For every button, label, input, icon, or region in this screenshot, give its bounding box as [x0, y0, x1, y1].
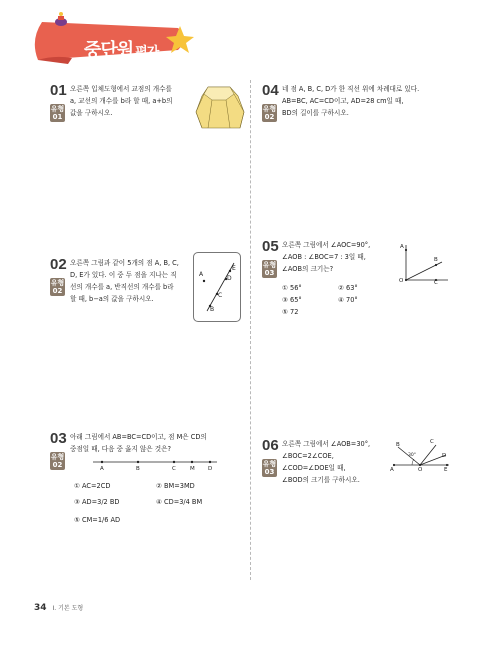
- problem-number: 06: [262, 437, 279, 454]
- problem-05: [262, 238, 487, 328]
- point-label-b: B: [434, 257, 438, 263]
- point-label-e: E: [444, 467, 448, 473]
- rocket-icon: [55, 12, 67, 26]
- problem-number: 04: [262, 82, 279, 99]
- point-label-a: A: [199, 271, 204, 278]
- choice-1[interactable]: ① AC=2CD: [74, 482, 111, 490]
- type-tag: 유형 03: [262, 261, 277, 277]
- point-label-c: C: [218, 292, 223, 299]
- answer-choices: [282, 284, 402, 324]
- problem-text: 네 점 A, B, C, D가 한 직선 위에 차례대로 있다. AB=BC, AC=CD이고, AD=28 cm일 때, BD의 길이를 구하시오.: [282, 85, 420, 117]
- problem-number: 03: [50, 430, 67, 447]
- type-tag: 유형 02: [50, 279, 65, 295]
- answer-choices: [74, 482, 249, 537]
- point-label-a: A: [400, 244, 404, 250]
- chapter-label: Ⅰ. 기본 도형: [52, 605, 84, 612]
- angle-label: 30°: [408, 453, 416, 458]
- choice-2[interactable]: ② BM=3MD: [156, 482, 195, 490]
- point-label-c: C: [430, 439, 434, 445]
- choice-3[interactable]: ③ 65°: [282, 296, 302, 304]
- problem-03: [50, 430, 250, 540]
- section-banner: [28, 8, 198, 66]
- point-label-c: C: [172, 466, 176, 472]
- point-label-d: D: [208, 466, 213, 472]
- choice-2[interactable]: ② 63°: [338, 284, 358, 292]
- choice-5[interactable]: ⑤ 72: [282, 308, 299, 316]
- banner-title: 중단원 평가: [84, 40, 159, 61]
- point-label-o: O: [399, 278, 404, 284]
- type-tag: 유형 02: [50, 453, 65, 469]
- type-tag: 유형 02: [262, 105, 277, 121]
- segment-figure: [90, 454, 220, 474]
- problem-number: 05: [262, 238, 279, 255]
- problem-number: 01: [50, 82, 67, 99]
- point-label-d: D: [442, 453, 447, 459]
- problem-06: [262, 437, 487, 507]
- point-label-b: B: [210, 306, 215, 313]
- choice-3[interactable]: ③ AD=3/2 BD: [74, 498, 120, 506]
- choice-4[interactable]: ④ CD=3/4 BM: [156, 498, 203, 506]
- problem-text: 오른쪽 그림에서 ∠AOB=30°, ∠BOC=2∠COE, ∠COD=∠DOE일 때, ∠BOD의 크기를 구하시오.: [282, 440, 371, 484]
- point-label-d: D: [227, 275, 232, 282]
- point-label-a: A: [390, 467, 394, 473]
- type-tag: 유형 03: [262, 460, 277, 476]
- problem-text: 오른쪽 그림과 같이 5개의 점 A, B, C, D, E가 있다. 이 중 두 점을 지나는 직 선의 개수를 a, 반직선의 개수를 b라 할 때, b−a의 값을 구하시오.: [70, 259, 179, 303]
- problem-text: 오른쪽 입체도형에서 교점의 개수를 a, 교선의 개수를 b라 할 때, a+b의 값을 구하시오.: [70, 85, 173, 117]
- problem-01: [50, 82, 245, 202]
- choice-1[interactable]: ① 56°: [282, 284, 302, 292]
- problem-04: [262, 82, 487, 142]
- point-label-b: B: [136, 466, 140, 472]
- point-label-a: A: [100, 466, 104, 472]
- problem-text: 아래 그림에서 AB=BC=CD이고, 점 M은 CD의 중점일 때, 다음 중 옳지 않은 것은?: [70, 433, 207, 453]
- choice-4[interactable]: ④ 70°: [338, 296, 358, 304]
- problem-text: 오른쪽 그림에서 ∠AOC=90°, ∠AOB : ∠BOC=7 : 3일 때, ∠AOB의 크기는?: [282, 241, 371, 273]
- problem-number: 02: [50, 256, 67, 273]
- point-label-m: M: [190, 466, 195, 472]
- point-label-e: E: [232, 265, 236, 272]
- choice-5[interactable]: ⑤ CM=1/6 AD: [74, 516, 121, 524]
- page-footer: [34, 603, 83, 613]
- point-label-b: B: [396, 442, 400, 448]
- column-divider: [250, 80, 251, 580]
- point-label-c: C: [434, 280, 438, 286]
- right-angle-figure: [396, 242, 456, 292]
- five-points-figure: [193, 252, 241, 322]
- page-number: 34: [34, 603, 47, 613]
- point-label-o: O: [418, 467, 423, 473]
- truncated-pyramid-figure: [190, 82, 250, 142]
- type-tag: 유형 01: [50, 105, 65, 121]
